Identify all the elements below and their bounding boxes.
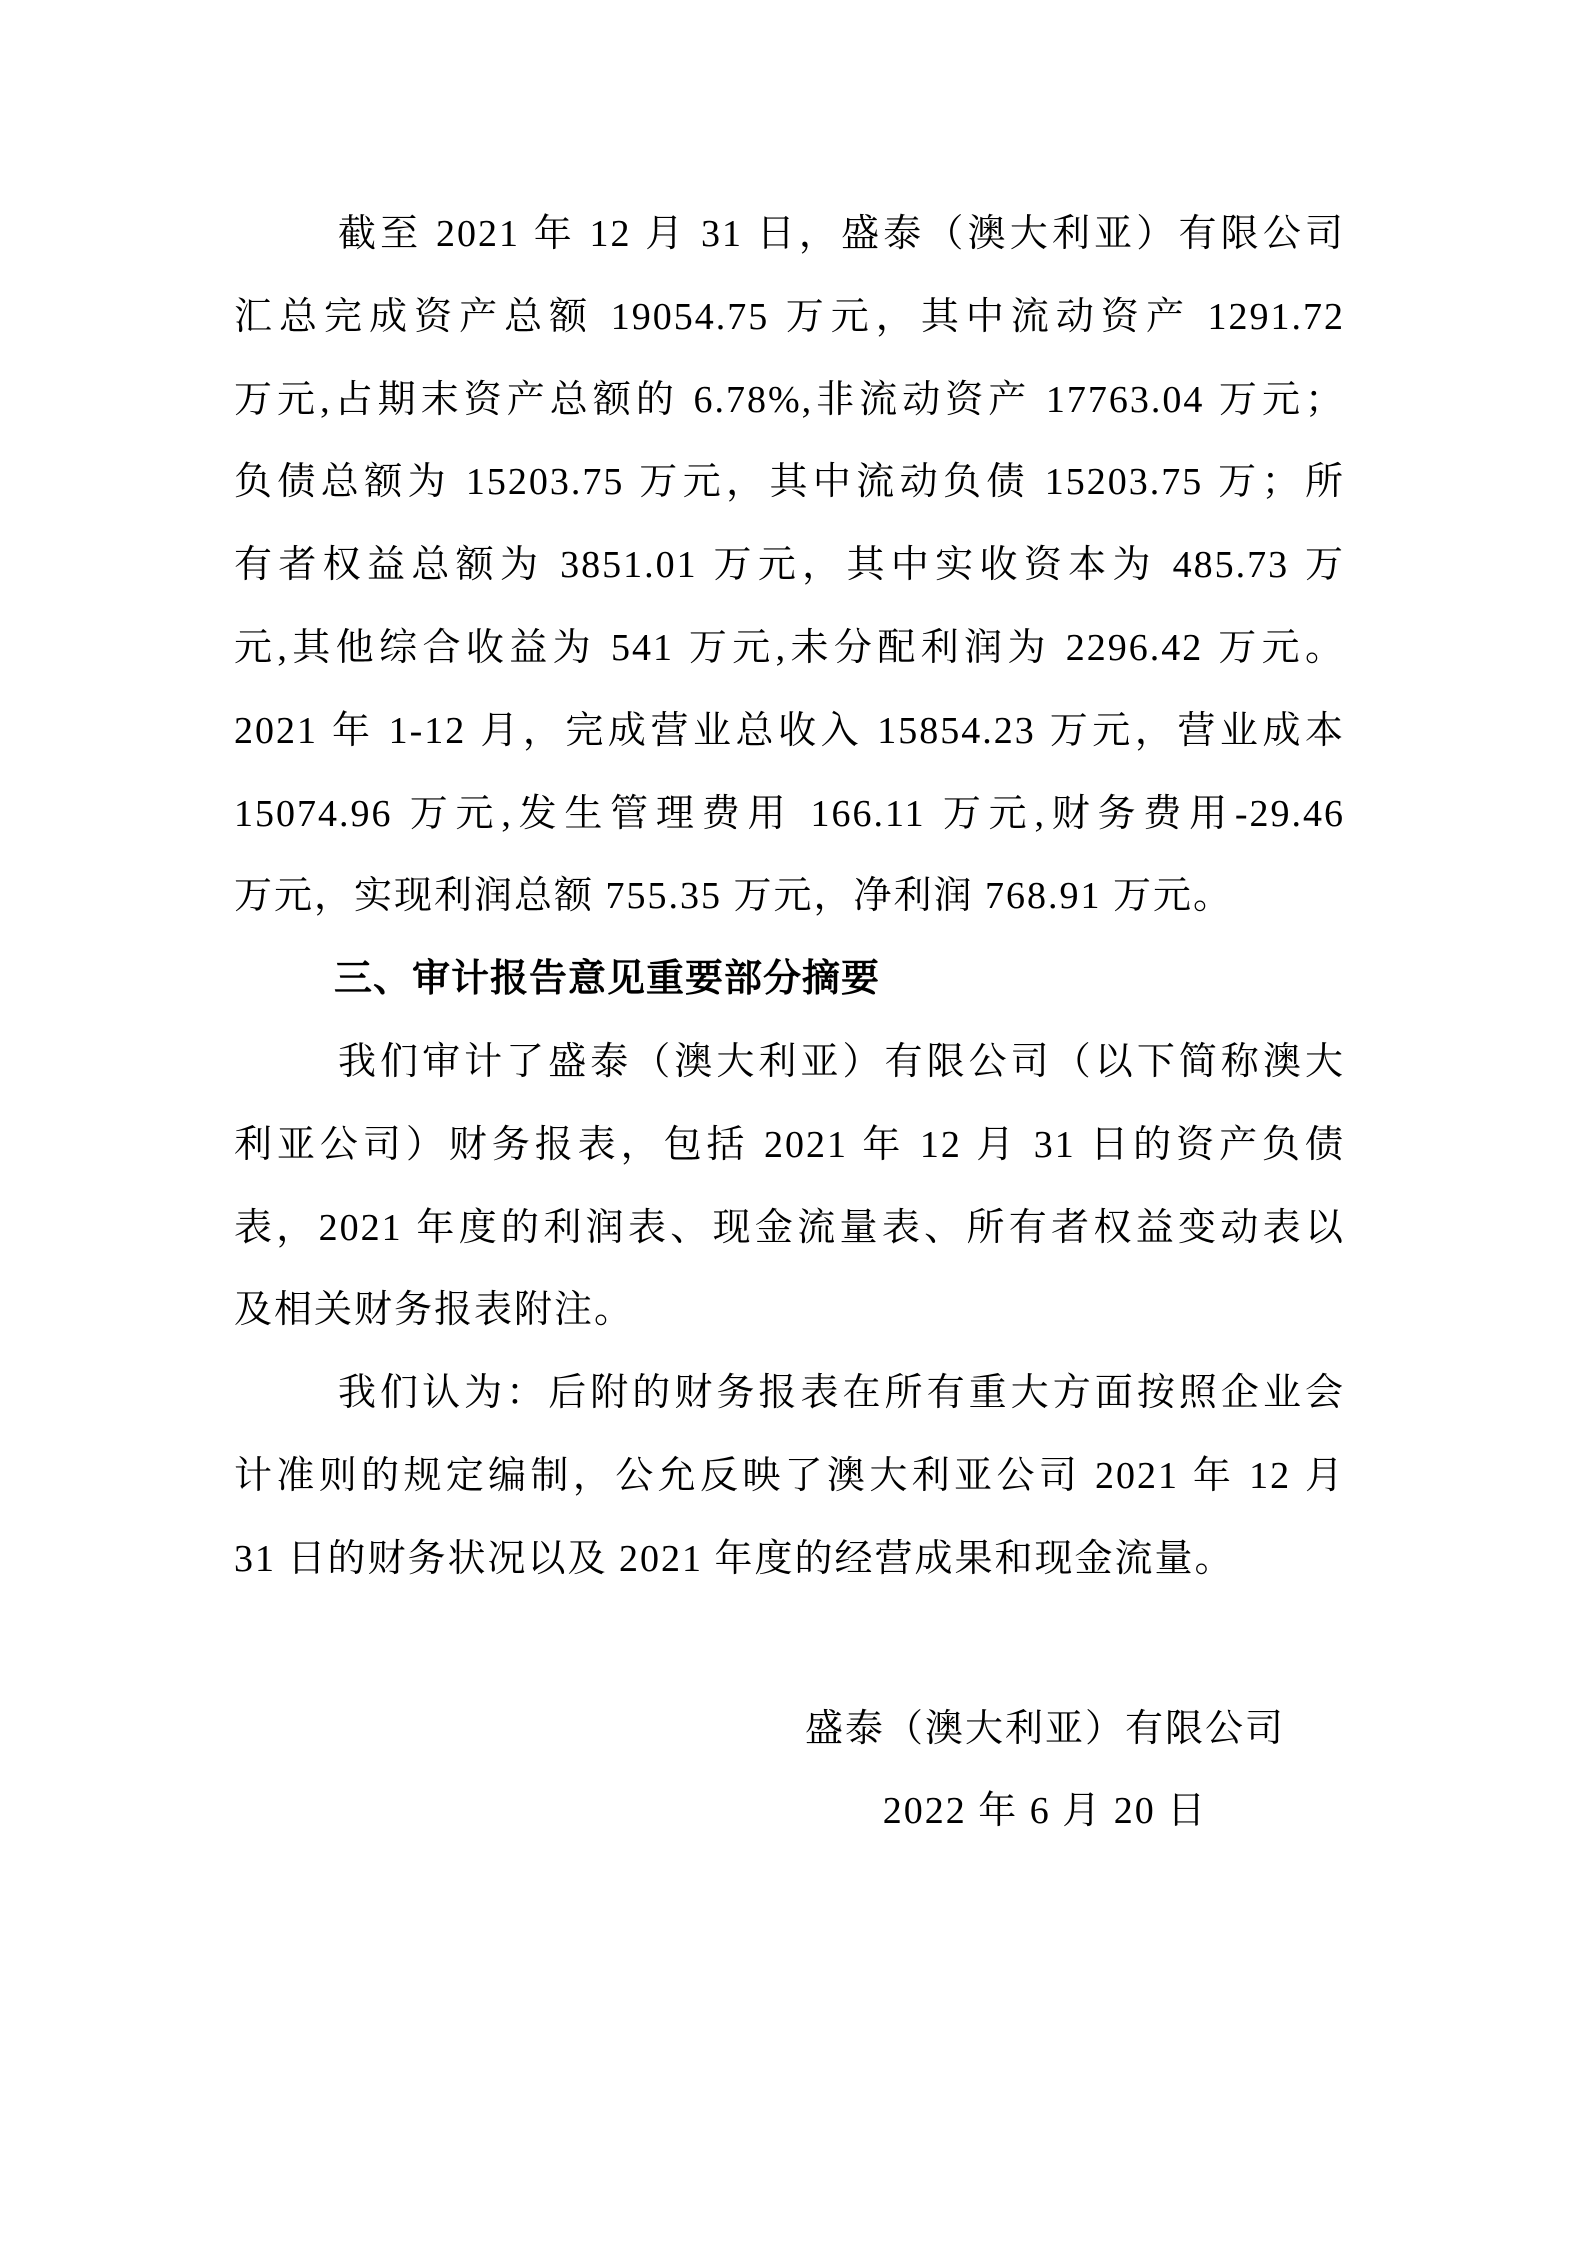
body-line: 表，2021 年度的利润表、现金流量表、所有者权益变动表以 bbox=[234, 1206, 1345, 1249]
body-line: 利亚公司）财务报表，包括 2021 年 12 月 31 日的资产负债 bbox=[234, 1123, 1345, 1166]
body-line: 计准则的规定编制，公允反映了澳大利亚公司 2021 年 12 月 bbox=[234, 1454, 1345, 1497]
body-line: 万元，实现利润总额 755.35 万元，净利润 768.91 万元。 bbox=[234, 875, 1234, 918]
body-line: 元,其他综合收益为 541 万元,未分配利润为 2296.42 万元。 bbox=[234, 626, 1345, 669]
signature-block bbox=[660, 1688, 1430, 1854]
body-line: 有者权益总额为 3851.01 万元，其中实收资本为 485.73 万 bbox=[234, 544, 1345, 587]
body-line: 负债总额为 15203.75 万元，其中流动负债 15203.75 万；所 bbox=[234, 461, 1345, 504]
paragraph-audit-opinion bbox=[234, 1352, 1345, 1600]
section-heading: 三、审计报告意见重要部分摘要 bbox=[334, 958, 881, 1001]
body-line: 截至 2021 年 12 月 31 日，盛泰（澳大利亚）有限公司 bbox=[338, 213, 1345, 255]
signature-date: 2022 年 6 月 20 日 bbox=[882, 1790, 1208, 1833]
signature-company: 盛泰（澳大利亚）有限公司 bbox=[804, 1707, 1285, 1750]
body-line: 及相关财务报表附注。 bbox=[234, 1289, 635, 1332]
body-line: 15074.96 万元,发生管理费用 166.11 万元,财务费用-29.46 bbox=[234, 792, 1345, 835]
body-line: 31 日的财务状况以及 2021 年度的经营成果和现金流量。 bbox=[234, 1537, 1235, 1580]
body-line: 我们审计了盛泰（澳大利亚）有限公司（以下简称澳大 bbox=[338, 1040, 1345, 1083]
document-body bbox=[234, 193, 1345, 1853]
body-line: 我们认为：后附的财务报表在所有重大方面按照企业会 bbox=[338, 1372, 1345, 1415]
body-line: 汇总完成资产总额 19054.75 万元，其中流动资产 1291.72 bbox=[234, 295, 1345, 338]
paragraph-audit-scope bbox=[234, 1021, 1345, 1352]
body-line: 2021 年 1-12 月，完成营业总收入 15854.23 万元，营业成本 bbox=[234, 709, 1345, 752]
paragraph-financial-summary bbox=[234, 193, 1345, 938]
body-line: 万元,占期末资产总额的 6.78%,非流动资产 17763.04 万元； bbox=[234, 378, 1345, 421]
